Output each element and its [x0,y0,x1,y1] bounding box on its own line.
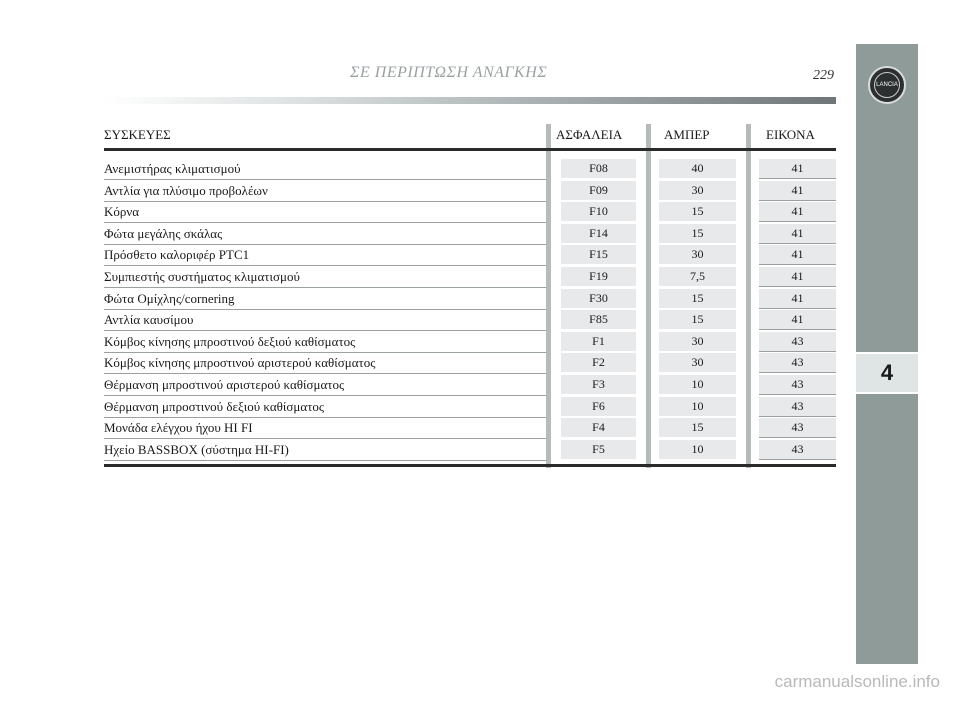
table-row [104,223,836,245]
amp-cell: 15 [659,289,736,308]
figure-cell: 41 [759,159,836,179]
lancia-logo-icon [868,66,906,104]
amp-cell: 10 [659,397,736,416]
header-figure: ΕΙΚΟΝΑ [766,127,815,142]
device-cell: Φώτα μεγάλης σκάλας [104,223,546,245]
figure-cell: 41 [759,224,836,244]
header-amp: ΑΜΠΕΡ [664,127,710,142]
fuse-cell: F4 [561,418,636,437]
amp-cell: 30 [659,181,736,200]
table-row [104,331,836,353]
header-device: ΣΥΣΚΕΥΕΣ [104,127,171,142]
device-cell: Ηχείο BASSBOX (σύστημα HI-FI) [104,439,546,461]
amp-cell: 7,5 [659,267,736,286]
table-body [104,151,836,460]
amp-cell: 10 [659,440,736,459]
figure-cell: 43 [759,418,836,438]
fuse-cell: F08 [561,159,636,178]
table-row [104,266,836,288]
table-row [104,158,836,180]
table-row [104,352,836,374]
table-row [104,396,836,418]
figure-cell: 43 [759,375,836,395]
fuse-cell: F14 [561,224,636,243]
fuse-cell: F10 [561,202,636,221]
table-row [104,417,836,439]
table-row [104,180,836,202]
figure-cell: 41 [759,267,836,287]
figure-cell: 43 [759,397,836,417]
device-cell: Θέρμανση μπροστινού δεξιού καθίσματος [104,396,546,418]
amp-cell: 15 [659,418,736,437]
table-row [104,288,836,310]
figure-cell: 41 [759,310,836,330]
table-row [104,374,836,396]
table-row [104,244,836,266]
header-rule [104,97,836,104]
device-cell: Ανεμιστήρας κλιματισμού [104,158,546,180]
figure-cell: 43 [759,332,836,352]
watermark: carmanualsonline.info [774,672,940,691]
table-row [104,201,836,223]
amp-cell: 15 [659,310,736,329]
figure-cell: 41 [759,202,836,222]
table-row [104,439,836,461]
device-cell: Συμπιεστής συστήματος κλιματισμού [104,266,546,288]
device-cell: Κόμβος κίνησης μπροστινού δεξιού καθίσματος [104,331,546,353]
device-cell: Κόμβος κίνησης μπροστινού αριστερού καθίσματος [104,352,546,374]
chapter-tab[interactable] [856,352,918,394]
fuse-table [104,124,836,460]
amp-cell: 30 [659,353,736,372]
section-title: ΣΕ ΠΕΡΙΠΤΩΣΗ ΑΝΑΓΚΗΣ [350,64,548,81]
device-cell: Θέρμανση μπροστινού αριστερού καθίσματος [104,374,546,396]
fuse-cell: F09 [561,181,636,200]
figure-cell: 41 [759,289,836,309]
amp-cell: 40 [659,159,736,178]
amp-cell: 30 [659,332,736,351]
table-header [104,124,836,151]
chapter-number: 4 [880,360,894,385]
device-cell: Αντλία καυσίμου [104,309,546,331]
figure-cell: 43 [759,353,836,373]
fuse-cell: F15 [561,245,636,264]
device-cell: Κόρνα [104,201,546,223]
header-fuse: ΑΣΦΑΛΕΙΑ [556,127,623,142]
fuse-cell: F85 [561,310,636,329]
figure-cell: 41 [759,245,836,265]
device-cell: Φώτα Ομίχλης/cornering [104,288,546,310]
figure-cell: 43 [759,440,836,460]
amp-cell: 15 [659,224,736,243]
device-cell: Μονάδα ελέγχου ήχου HI FI [104,417,546,439]
figure-cell: 41 [759,181,836,201]
logo-text: LANCIA [874,72,900,98]
amp-cell: 10 [659,375,736,394]
fuse-cell: F1 [561,332,636,351]
device-cell: Πρόσθετο καλοριφέρ PTC1 [104,244,546,266]
fuse-cell: F30 [561,289,636,308]
page-number: 229 [813,68,834,83]
table-bottom-rule [104,464,836,467]
fuse-cell: F2 [561,353,636,372]
fuse-cell: F3 [561,375,636,394]
fuse-cell: F5 [561,440,636,459]
fuse-cell: F19 [561,267,636,286]
amp-cell: 15 [659,202,736,221]
amp-cell: 30 [659,245,736,264]
table-row [104,309,836,331]
fuse-cell: F6 [561,397,636,416]
device-cell: Αντλία για πλύσιμο προβολέων [104,180,546,202]
